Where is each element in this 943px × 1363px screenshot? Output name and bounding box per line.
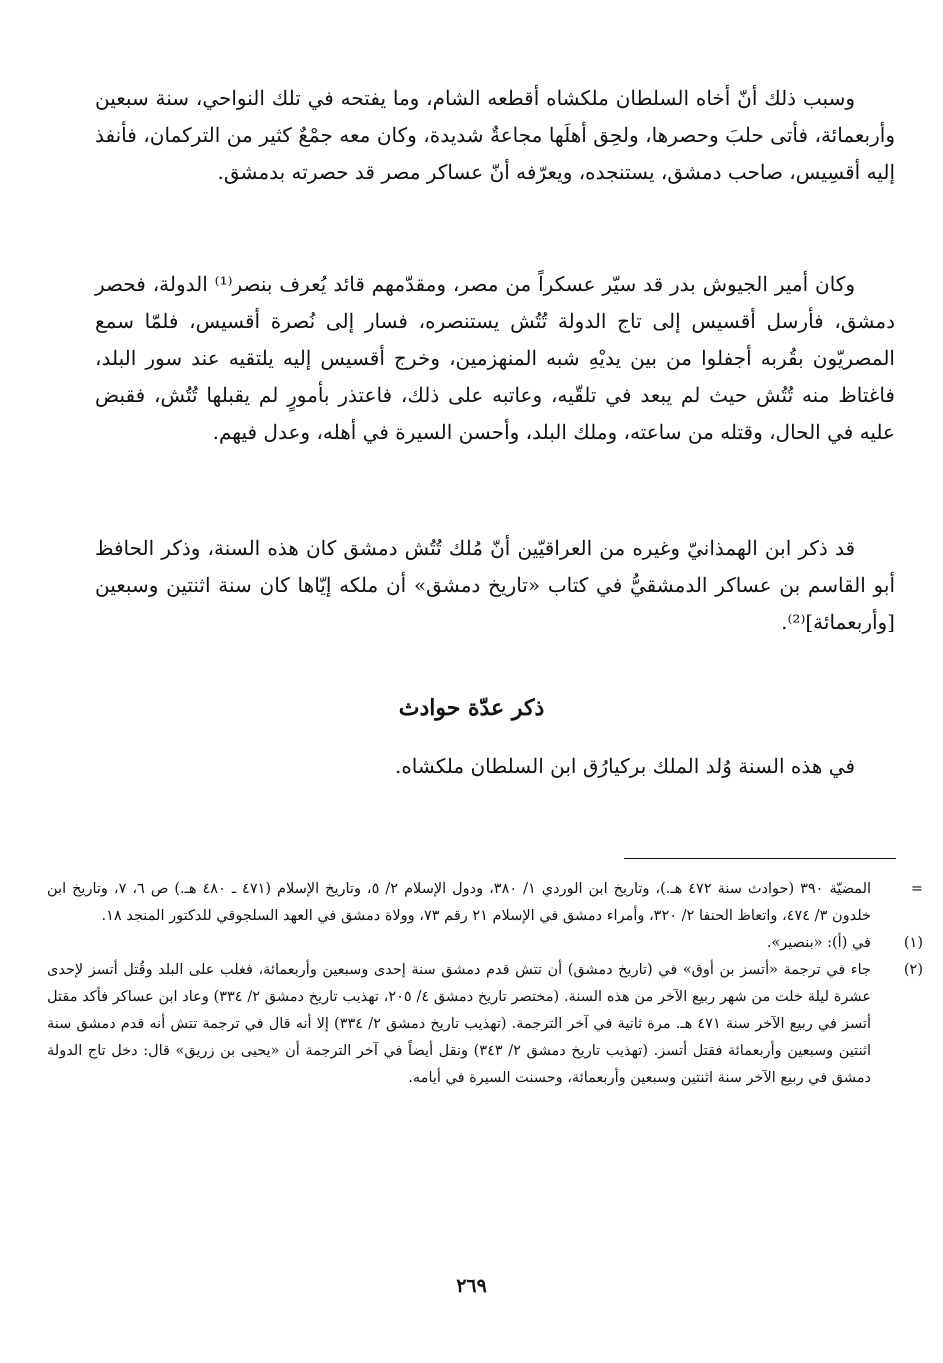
- paragraph-3: قد ذكر ابن الهمذانيّ وغيره من العراقيّين أنّ مُلك تُتُش دمشق كان هذه السنة، وذكر الحافظ أبو القاسم بن عساكر الدمشقيُّ في كتاب «تاريخ دمشق» أن ملكه إيّاها كان سنة اثنتين وسبعين [وأربعمائة]⁽²⁾.: [95, 536, 895, 634]
- footnote-2: [47, 957, 923, 1092]
- footnotes-section: [47, 876, 923, 1092]
- paragraph-4: في هذه السنة وُلد الملك بركيارُق ابن السلطان ملكشاه.: [394, 754, 855, 778]
- footnote-marker: =: [910, 881, 923, 897]
- paragraph-2: وكان أمير الجيوش بدر قد سيّر عسكراً من مصر، ومقدّمهم قائد يُعرف بنصر⁽¹⁾ الدولة، فحصر دمشق، فأرسل أقسيس إلى تاج الدولة تُتُش يستنصره، فسار إلى نُصرة أقسيس، فلمّا سمع المصريّون بقُربه أجفلوا من بين يديْهِ شبه المنهزمين، وخرج أقسيس إليه يلتقيه عند سور البلد، فاغتاظ منه تُتُش حيث لم يبعد في تلقّيه، وعاتبه على ذلك، فاعتذر بأمورٍ لم يقبلها تُتُش، فقبض عليه في الحال، وقتله من ساعته، وملك البلد، وأحسن السيرة في أهله، وعدل فيهم.: [95, 272, 895, 444]
- footnote-text: في (أ): «بنصير».: [766, 935, 871, 951]
- footnote-text: المضيّة ٣٩٠ (حوادث سنة ٤٧٢ هـ.)، وتاريخ ابن الوردي ١/ ٣٨٠، ودول الإسلام ٢/ ٥، وتاريخ الإسلام (٤٧١ ـ ٤٨٠ هـ.) ص ٦، ٧، وتاريخ ابن خلدون ٣/ ٤٧٤، واتعاظ الحنفا ٢/ ٣٢٠، وأمراء دمشق في الإسلام ٢١ رقم ٧٣، وولاة دمشق في العهد السلجوقي للدكتور المنجد ١٨.: [47, 881, 872, 924]
- footnote-1: [47, 930, 923, 957]
- footnote-marker: (٢): [903, 962, 923, 978]
- footnote-text: جاء في ترجمة «أتسز بن أوق» في (تاريخ دمشق) أن تتش قدم دمشق سنة إحدى وسبعين وأربعمائة، فغلب على البلد وقُتل أتسز لإحدى عشرة ليلة خلت من شهر ربيع الآخر من هذه السنة. (مختصر تاريخ دمشق ٤/ ٢٠٥، تهذيب تاريخ دمشق ٢/ ٣٣٤) وعاد ابن عساكر فأكد مقتل أتسز في ربيع الآخر سنة ٤٧١ هـ. مرة ثانية في آخر الترجمة. (تهذيب تاريخ دمشق ٢/ ٣٣٤) إلا أنه قال في ترجمة تتش أنه قدم دمشق سنة اثنتين وسبعين وأربعمائة فقتل أتسز. (تهذيب تاريخ دمشق ٢/ ٣٤٣) ونقل أيضاً في آخر الترجمة أن «يحيى بن زريق» قال: دخل تاج الدولة دمشق في ربيع الآخر سنة اثنتين وسبعين وأربعمائة، وحسنت السيرة في أيامه.: [47, 962, 872, 1086]
- section-heading: ذكر عدّة حوادث: [398, 695, 545, 721]
- footnote-divider: [624, 858, 896, 859]
- footnote-continuation: [47, 876, 923, 930]
- paragraph-1: وسبب ذلك أنّ أخاه السلطان ملكشاه أقطعه الشام، وما يفتحه في تلك النواحي، سنة سبعين وأربعمائة، فأتى حلبَ وحصرها، ولحِق أهلَها مجاعةٌ شديدة، وكان معه جمْعٌ كثير من التركمان، فأنفذ إليه أقسِيس، صاحب دمشق، يستنجده، ويعرّفه أنّ عساكر مصر قد حصرته بدمشق.: [95, 86, 895, 184]
- footnote-marker: (١): [903, 935, 923, 951]
- page-number: ٢٦٩: [456, 1275, 487, 1297]
